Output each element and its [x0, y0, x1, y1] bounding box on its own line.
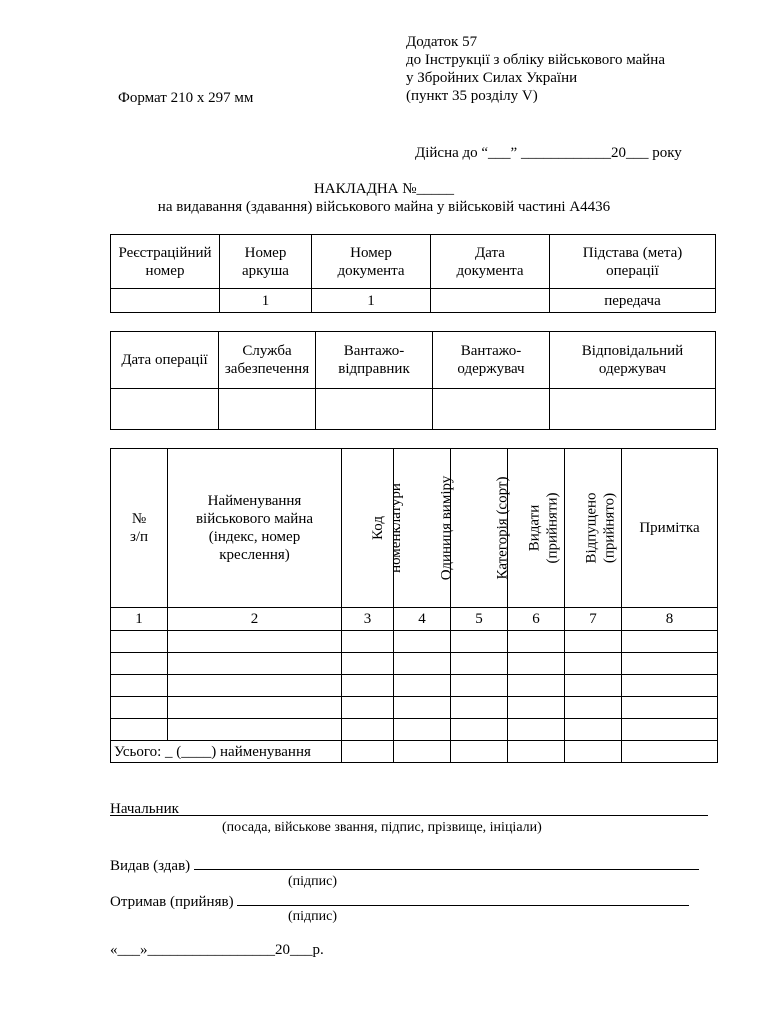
table-header-row [111, 332, 716, 389]
table-cell [111, 289, 220, 313]
received-signature-line [110, 891, 689, 911]
header-cell: Примітка [622, 449, 718, 608]
total-label: Усього: _ (____) найменування [111, 741, 342, 763]
valid-until: Дійсна до “___” ____________20___ року [415, 145, 682, 161]
received-label: Отримав (прийняв) [110, 894, 234, 910]
column-number: 2 [168, 608, 342, 631]
header-cell: № з/п [111, 449, 168, 608]
column-number: 6 [508, 608, 565, 631]
header-cell: Служба забезпечення [219, 332, 316, 389]
column-number: 5 [451, 608, 508, 631]
column-number: 3 [342, 608, 394, 631]
header-cell: Одиниця виміру [394, 449, 451, 608]
issued-label: Видав (здав) [110, 858, 191, 874]
table-cell: 1 [312, 289, 431, 313]
column-number: 8 [622, 608, 718, 631]
issued-signature-line [110, 855, 699, 875]
column-number: 1 [111, 608, 168, 631]
appendix-line: Додаток 57 [406, 34, 478, 50]
header-cell: Дата документа [431, 235, 550, 289]
appendix-line: до Інструкції з обліку військового майна [406, 52, 665, 68]
appendix-note [406, 33, 665, 105]
table-cell [433, 389, 550, 430]
issued-caption: (підпис) [288, 874, 338, 889]
header-cell: Найменування військового майна (індекс, номер креслення) [168, 449, 342, 608]
header-cell: Видати (прийняти) [508, 449, 565, 608]
table-cell: 1 [220, 289, 312, 313]
table-cell [431, 289, 550, 313]
header-cell: Відпущено (прийнято) [565, 449, 622, 608]
header-cell: Номер документа [312, 235, 431, 289]
table-header-row [111, 449, 718, 608]
table-row [111, 289, 716, 313]
table-header-row [111, 235, 716, 289]
column-number: 7 [565, 608, 622, 631]
column-number-row [111, 608, 718, 631]
table-row [111, 697, 718, 719]
table-cell [316, 389, 433, 430]
header-cell: Категорія (сорт) [451, 449, 508, 608]
received-caption: (підпис) [288, 909, 338, 924]
header-cell: Вантажо- одержувач [433, 332, 550, 389]
operation-table [110, 331, 716, 430]
document-title [0, 180, 768, 216]
format-label: Формат 210 х 297 мм [118, 90, 254, 106]
date-line: «___»_________________20___р. [110, 942, 324, 958]
header-cell: Реєстраційний номер [111, 235, 220, 289]
chief-caption: (посада, військове звання, підпис, прізвище, ініціали) [222, 820, 542, 835]
table-cell: передача [550, 289, 716, 313]
header-cell: Вантажо- відправник [316, 332, 433, 389]
table-row [111, 653, 718, 675]
table-cell [219, 389, 316, 430]
table-row [111, 631, 718, 653]
title-line-1: НАКЛАДНА №_____ [313, 181, 455, 197]
table-row [111, 719, 718, 741]
table-cell [111, 389, 219, 430]
items-table [110, 448, 718, 763]
title-line-2: на видавання (здавання) військового майна у військовій частині А4436 [157, 199, 611, 215]
table-cell [550, 389, 716, 430]
appendix-line: (пункт 35 розділу V) [406, 88, 538, 104]
table-row [111, 389, 716, 430]
header-cell: Код номенклатури [342, 449, 394, 608]
chief-signature-line [110, 801, 179, 818]
chief-label: Начальник [110, 801, 179, 817]
header-cell: Номер аркуша [220, 235, 312, 289]
appendix-line: у Збройних Силах України [406, 70, 578, 86]
registration-table [110, 234, 716, 313]
total-row [111, 741, 718, 763]
table-row [111, 675, 718, 697]
header-cell: Дата операції [111, 332, 219, 389]
header-cell: Підстава (мета) операції [550, 235, 716, 289]
header-cell: Відповідальний одержувач [550, 332, 716, 389]
column-number: 4 [394, 608, 451, 631]
